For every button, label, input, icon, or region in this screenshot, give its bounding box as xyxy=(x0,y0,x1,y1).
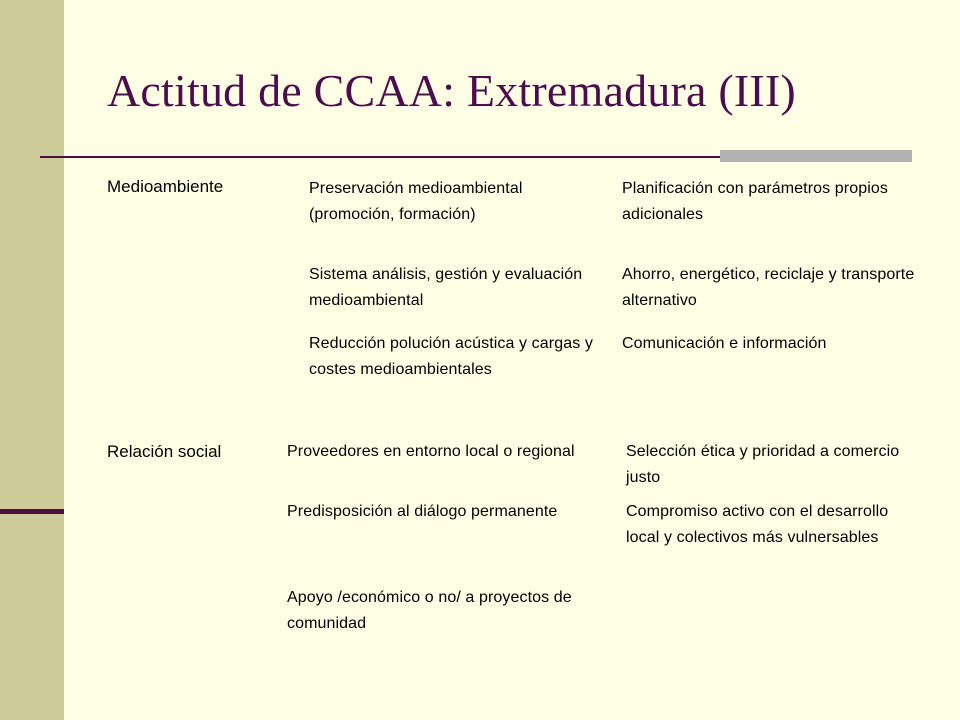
medio-row2-col1: Sistema análisis, gestión y evaluación medioambiental xyxy=(309,266,583,309)
social-row1-col2: Selección ética y prioridad a comercio justo xyxy=(626,443,900,486)
social-row2-col1: Predisposición al diálogo permanente xyxy=(287,503,558,520)
medio-row3-col1: Reducción polución acústica y cargas y costes medioambientales xyxy=(309,335,593,378)
left-bar-divider xyxy=(0,509,64,514)
social-row3-col1: Apoyo /económico o no/ a proyectos de comunidad xyxy=(287,589,572,632)
section-label-medioambiente: Medioambiente xyxy=(107,177,224,196)
slide-title: Actitud de CCAA: Extremadura (III) xyxy=(107,65,796,116)
title-underline-accent xyxy=(720,150,912,162)
section-label-relacion-social: Relación social xyxy=(107,442,222,461)
social-row1-col1: Proveedores en entorno local o regional xyxy=(287,443,575,460)
medio-row3-col2: Comunicación e información xyxy=(622,335,827,352)
medio-row1-col1: Preservación medioambiental (promoción, formación) xyxy=(309,180,523,223)
medio-row1-col2: Planificación con parámetros propios adicionales xyxy=(622,180,888,223)
left-decorative-bar xyxy=(0,0,64,720)
social-row2-col2: Compromiso activo con el desarrollo local y colectivos más vulnersables xyxy=(626,503,889,546)
medio-row2-col2: Ahorro, energético, reciclaje y transporte alternativo xyxy=(622,266,915,309)
